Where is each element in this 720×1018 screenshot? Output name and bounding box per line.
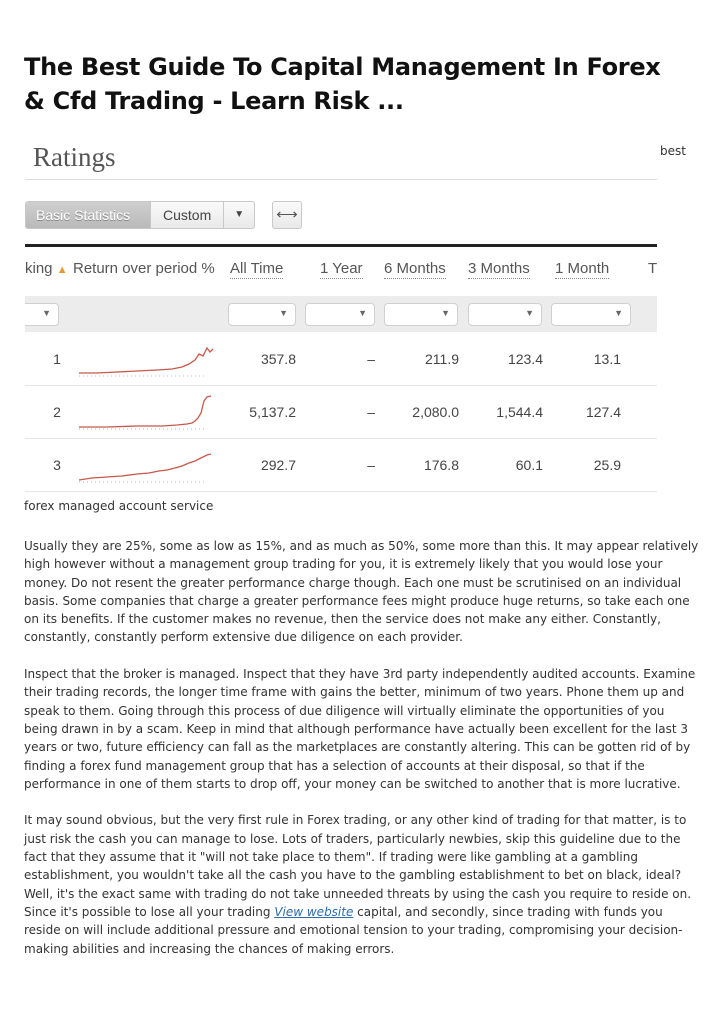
best-link[interactable]: best [660, 144, 686, 158]
header-1-month[interactable]: 1 Month [555, 260, 610, 277]
article-body [24, 537, 699, 976]
header-1-year[interactable]: 1 Year [320, 260, 363, 277]
6-months-value: 211.9 [425, 351, 459, 367]
filter-1-month[interactable] [551, 303, 631, 326]
sparkline-chart [77, 393, 217, 433]
all-time-value: 357.8 [260, 351, 296, 367]
sparkline-chart [77, 446, 217, 486]
3-months-value: 123.4 [507, 351, 543, 367]
all-time-value: 5,137.2 [249, 404, 296, 420]
1-month-value: 25.9 [593, 457, 621, 473]
chevron-down-icon: ▼ [441, 308, 450, 318]
chevron-down-icon: ▼ [614, 308, 623, 318]
heading-divider [25, 179, 657, 180]
chevron-down-icon: ▼ [358, 308, 367, 318]
chevron-down-icon: ▼ [279, 308, 288, 318]
chevron-down-icon[interactable]: ▼ [234, 209, 245, 220]
article-title: The Best Guide To Capital Management In Forex & Cfd Trading - Learn Risk ... [24, 53, 661, 115]
basic-statistics-button[interactable]: Basic Statistics [26, 202, 151, 228]
table-row[interactable] [25, 334, 657, 386]
header-return[interactable]: Return over period % [73, 260, 215, 277]
chevron-down-icon: ▼ [42, 308, 51, 318]
sort-up-icon: ▲ [56, 264, 68, 276]
1-month-value: 127.4 [585, 404, 621, 420]
paragraph-1: Usually they are 25%, some as low as 15%, and as much as 50%, some more than this. It may appear relatively high however without a management group trading for you, it is extremely likely that you would lose your money. Do not resent the greater performance charge though. Each one must be scrutinised on an individual basis. Some companies that charge a greater performance fees might produce huge returns, so take each one on its benefits. If the customer makes no revenue, then the service does not make any either. Constantly, constantly, constantly perform extensive due diligence on each provider. [24, 539, 699, 645]
all-time-value: 292.7 [260, 457, 296, 473]
chevron-down-icon: ▼ [525, 308, 534, 318]
3-months-value: 1,544.4 [496, 404, 543, 420]
header-all-time[interactable]: All Time [230, 260, 284, 277]
rank-cell: 1 [53, 351, 61, 367]
custom-button[interactable]: Custom [151, 202, 224, 228]
image-caption: forex managed account service [24, 499, 214, 513]
6-months-value: 176.8 [423, 457, 459, 473]
filter-ranking[interactable] [25, 303, 59, 326]
paragraph-3-end: capital, and secondly, since trading with funds you reside on will include additional pressure and emotional tension to your trading, compromising your decision-making abilities and increasing the chances of making errors. [24, 904, 683, 956]
header-3-months[interactable]: 3 Months [468, 260, 530, 277]
sparkline-chart [77, 340, 217, 380]
ratings-heading: Ratings [33, 142, 116, 172]
paragraph-2: Inspect that the broker is managed. Inspect that they have 3rd party independently audited accounts. Examine their trading records, the longer time frame with gains the better, minimum of two years. Phone them up and speak to them. Going through this process of due diligence will virtually eliminate the opportunities of you being drawn in by a scam. Keep in mind that although performance have actually been excellent for the last 3 years or two, future efficiency can fall as the marketplaces are constantly altering. This can be gotten rid of by finding a forex fund management group that has a selection of accounts at their disposal, so that if the performance in one of them starts to drop off, your money can be switched to another that is more lucrative. [24, 667, 696, 791]
header-cut[interactable]: T [648, 260, 657, 277]
table-top-rule [25, 244, 657, 247]
rank-cell: 3 [53, 457, 61, 473]
1-year-value: – [367, 351, 375, 367]
1-year-value: – [367, 457, 375, 473]
1-month-value: 13.1 [593, 351, 621, 367]
filter-all-time[interactable] [228, 303, 296, 326]
filter-3-months[interactable] [468, 303, 542, 326]
view-website-link[interactable]: View website [274, 904, 354, 919]
table-row[interactable] [25, 387, 657, 439]
expand-arrows-icon[interactable]: ⟷ [272, 201, 302, 229]
table-row[interactable] [25, 440, 657, 492]
rank-cell: 2 [53, 404, 61, 420]
paragraph-3 [24, 811, 699, 957]
stats-toggle-group [25, 201, 255, 229]
3-months-value: 60.1 [515, 457, 543, 473]
filter-1-year[interactable] [305, 303, 375, 326]
ratings-screenshot [25, 138, 657, 494]
1-year-value: – [367, 404, 375, 420]
header-ranking[interactable]: king ▲ [25, 260, 68, 277]
header-6-months[interactable]: 6 Months [384, 260, 446, 277]
paragraph-3-start: It may sound obvious, but the very first rule in Forex trading, or any other kind of trading for that matter, is to just risk the cash you can manage to lose. Lots of traders, particularly newbies, skip this guideline due to the fact that they assume that it "will not take place to them". If trading were like gambling at a gambling establishment, you wouldn't take all the cash you have to the gambling establishment to bet on black, ideal? Well, it's the exact same with trading do not take unneeded threats by using the cash you require to reside on. Since it's possible to lose all your trading [24, 813, 692, 919]
filter-6-months[interactable] [384, 303, 458, 326]
6-months-value: 2,080.0 [412, 404, 459, 420]
